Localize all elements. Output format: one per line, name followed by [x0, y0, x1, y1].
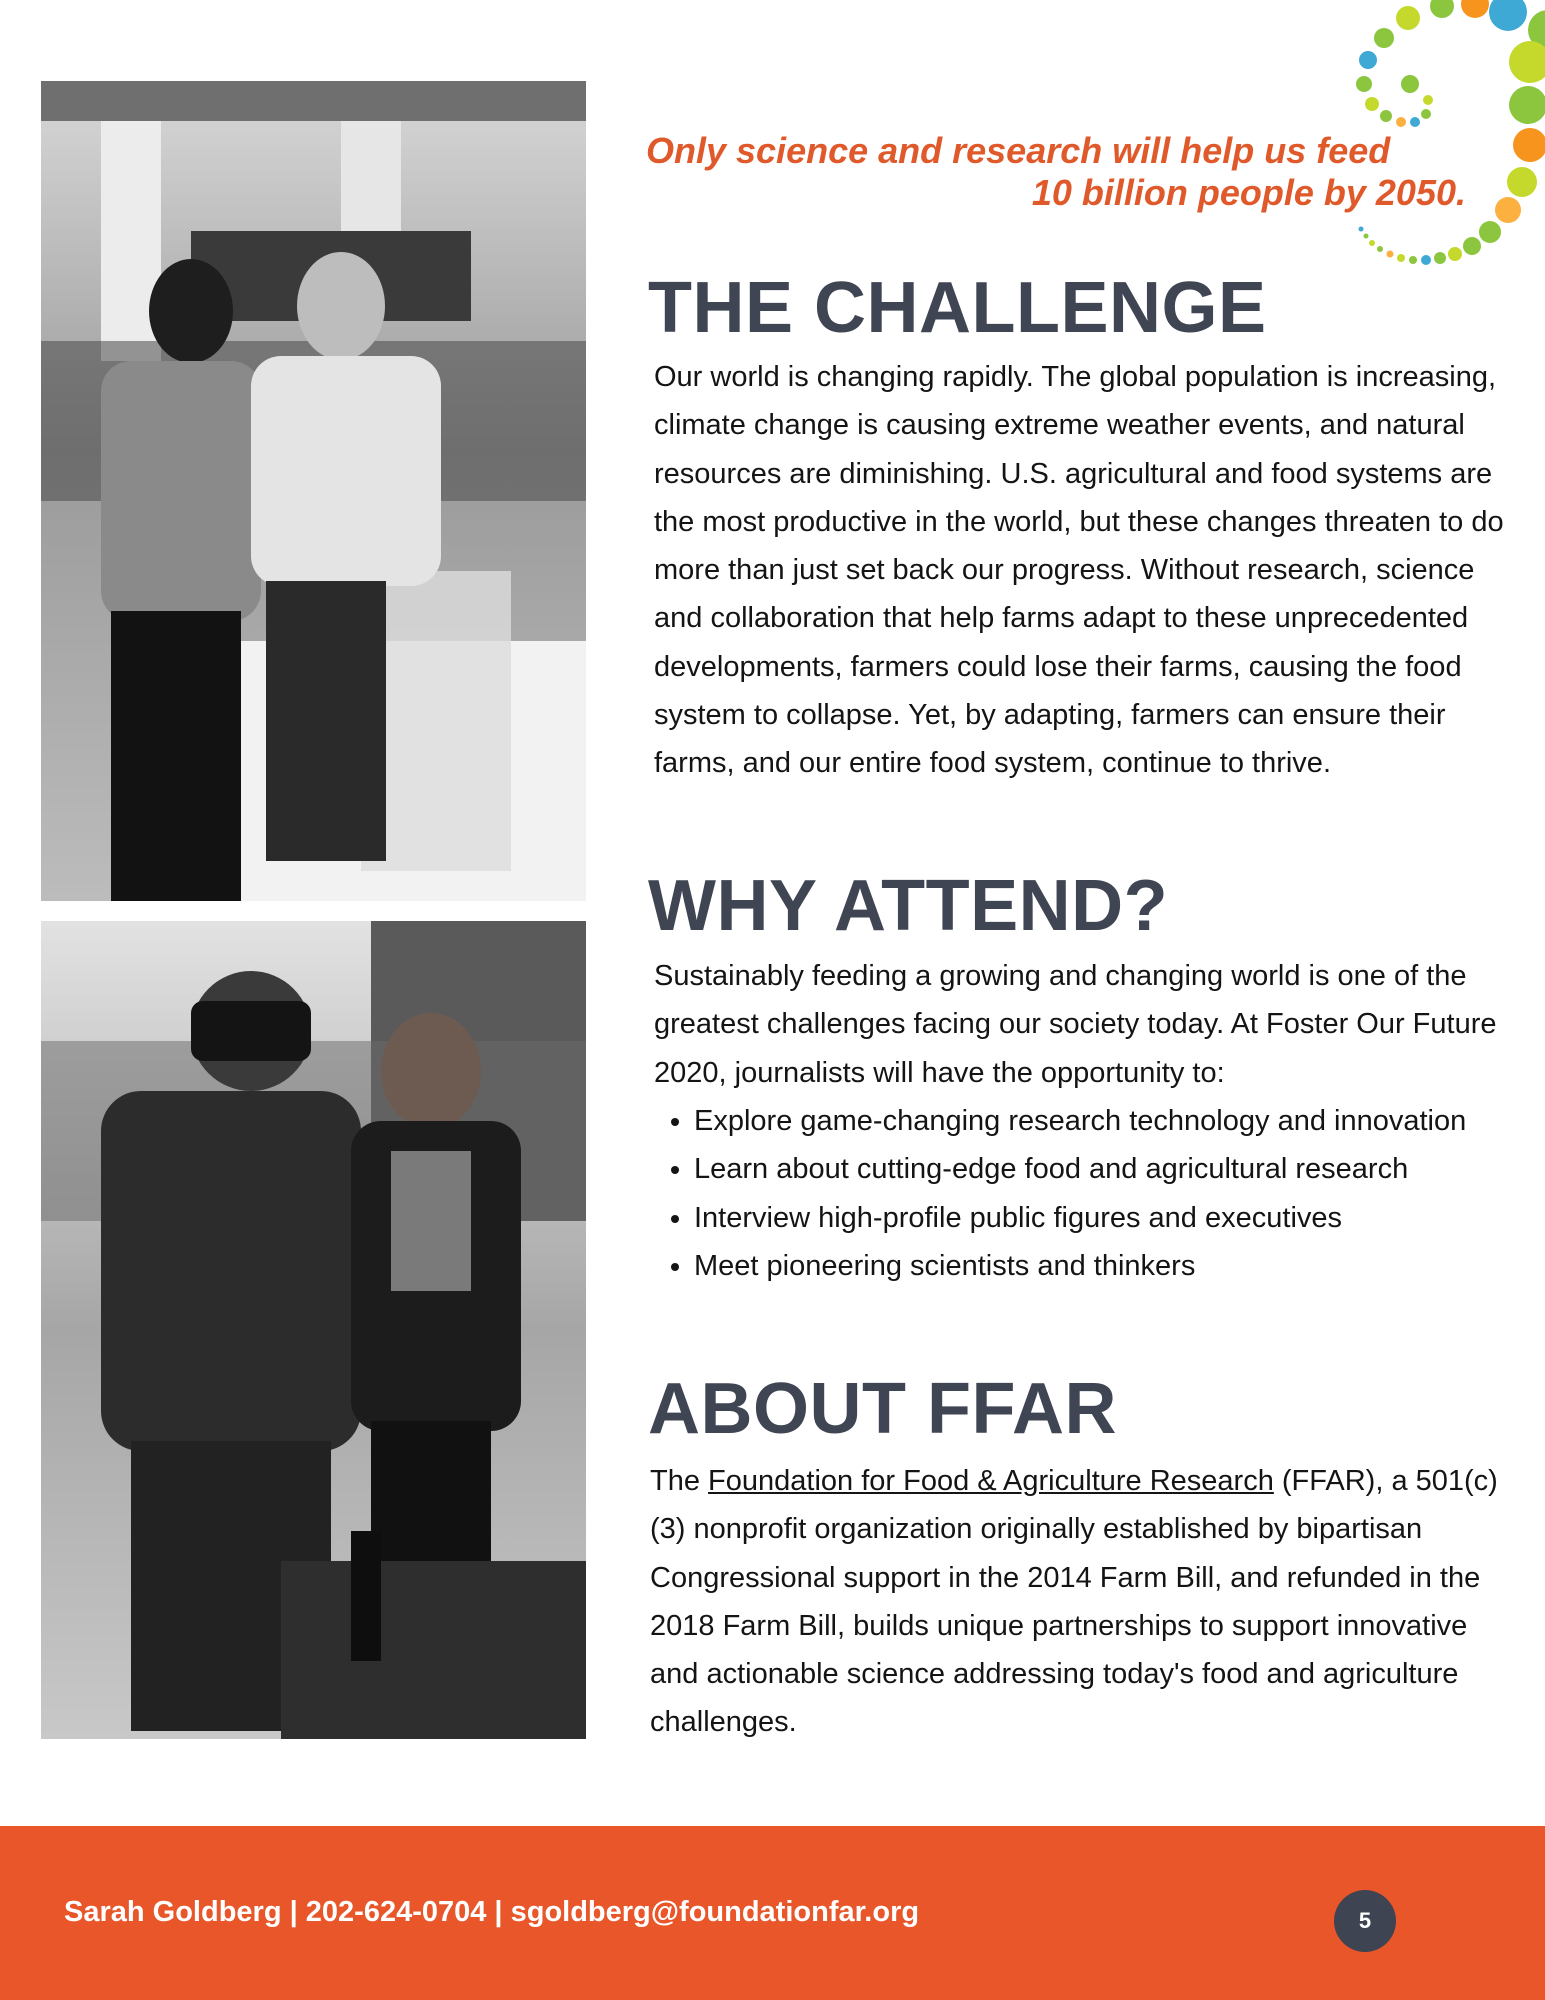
photo-exhibit-display-image — [41, 81, 586, 901]
why-attend-intro: Sustainably feeding a growing and changing world is one of the greatest challenges facing our society today. At Foster Our Future 2020, journalists will have the opportunity to: — [654, 960, 1497, 1089]
about-heading: ABOUT FFAR — [648, 1369, 1117, 1449]
list-item: • Interview high-profile public figures and executives — [694, 1194, 1514, 1242]
footer-contact: Sarah Goldberg | 202-624-0704 | sgoldberg@foundationfar.org — [64, 1896, 920, 1928]
tagline-line-1: Only science and research will help us feed — [646, 130, 1391, 171]
list-item: • Explore game-changing research technology and innovation — [694, 1097, 1514, 1145]
page-number-badge: 5 — [1334, 1890, 1396, 1952]
why-attend-heading: WHY ATTEND? — [648, 866, 1169, 946]
tagline — [646, 130, 1476, 214]
list-item: • Learn about cutting-edge food and agricultural research — [694, 1145, 1514, 1193]
tagline-line-2: 10 billion people by 2050. — [1031, 172, 1466, 213]
photo-vr-demo-image — [41, 921, 586, 1739]
about-rest: (FFAR), a 501(c)(3) nonprofit organization originally established by bipartisan Congressional support in the 2014 Farm Bill, and refunded in the 2018 Farm Bill, builds unique partnerships to support innovative and actionable science addressing today's food and agriculture challenges. — [650, 1465, 1498, 1739]
challenge-body: Our world is changing rapidly. The global population is increasing, climate change is causing extreme weather events, and natural resources are diminishing. U.S. agricultural and food systems are the most productive in the world, but these changes threaten to do more than just set back our progress. Without research, science and collaboration that help farms adapt to these unprecedented developments, farmers could lose their farms, causing the food system to collapse. Yet, by adapting, farmers can ensure their farms, and our entire food system, continue to thrive. — [654, 361, 1504, 780]
why-attend-list — [654, 1097, 1514, 1290]
about-body — [650, 1457, 1510, 1747]
challenge-heading: THE CHALLENGE — [648, 268, 1267, 348]
ffar-link[interactable]: Foundation for Food & Agriculture Research — [708, 1465, 1274, 1497]
photo-exhibit-display — [41, 81, 586, 901]
footer-bar — [0, 1826, 1545, 2000]
about-prefix: The — [650, 1465, 709, 1497]
photo-vr-demo — [41, 921, 586, 1739]
list-item: • Meet pioneering scientists and thinkers — [694, 1242, 1514, 1290]
